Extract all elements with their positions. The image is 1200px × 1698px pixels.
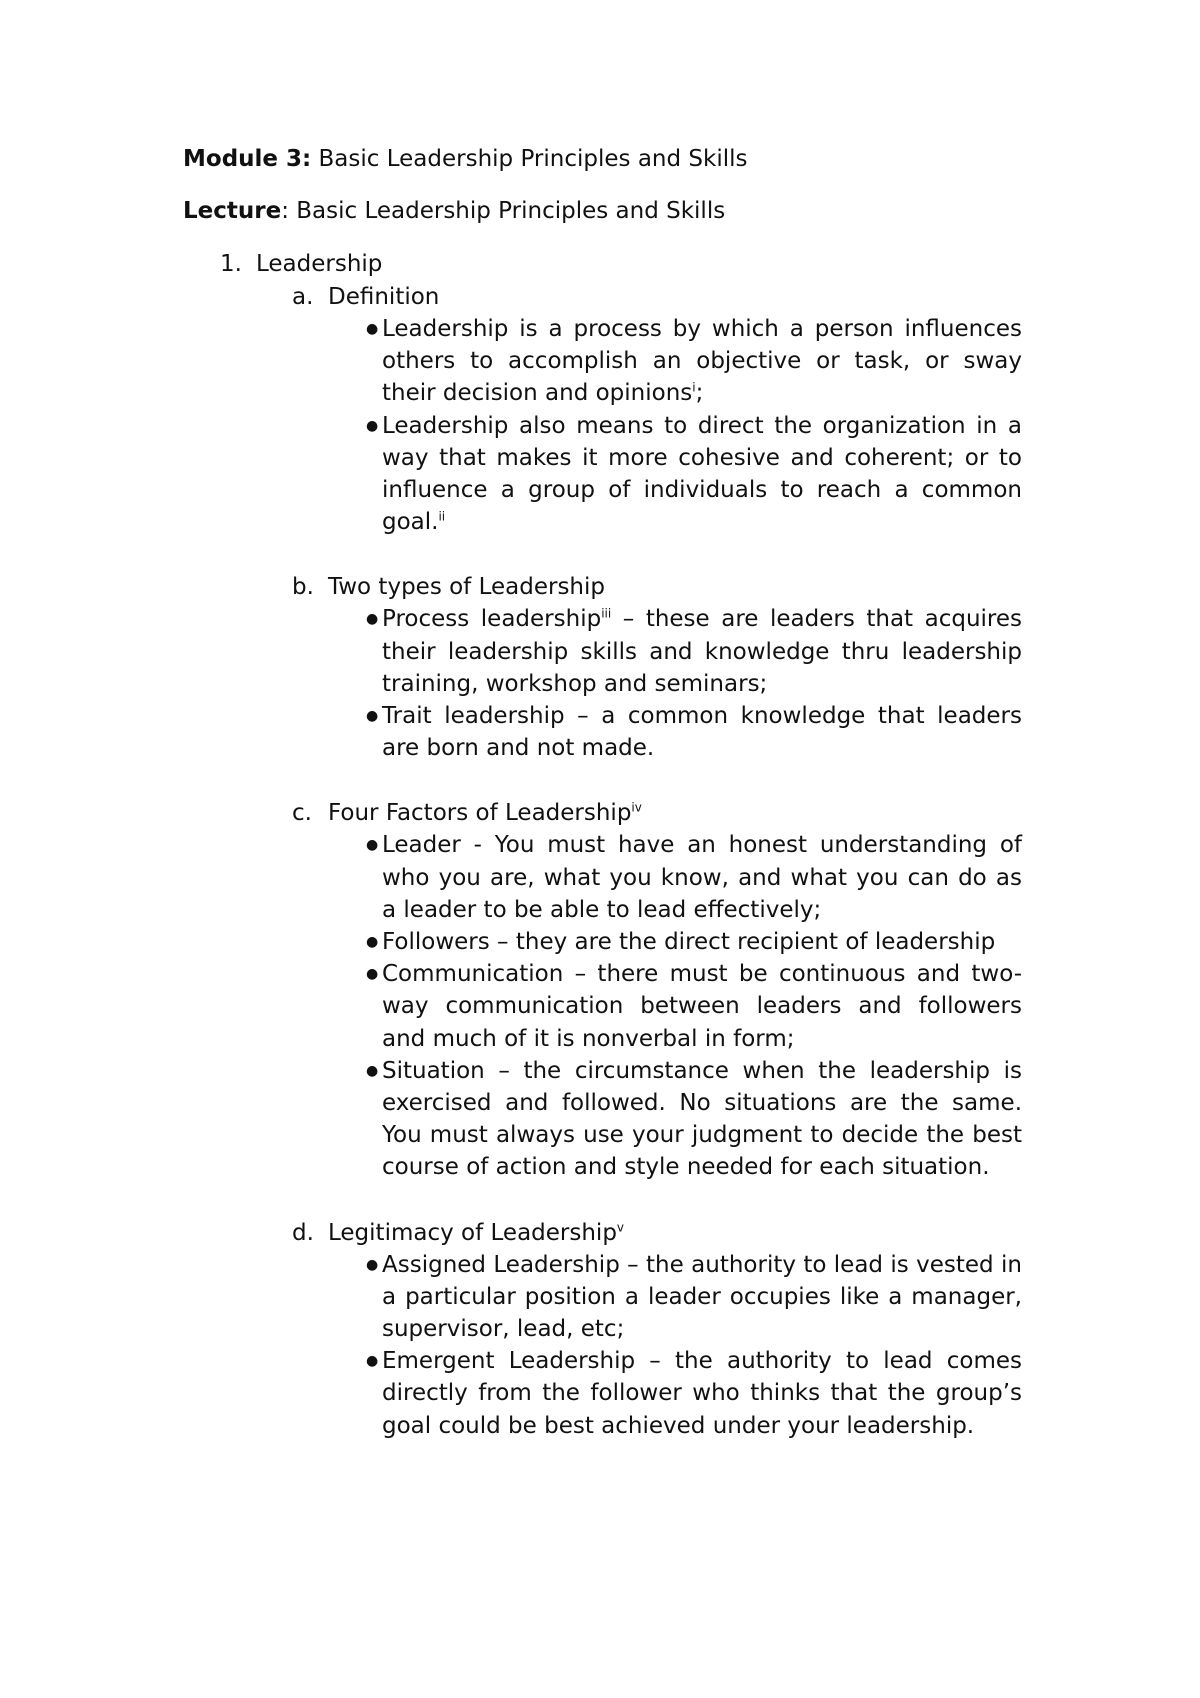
lecture-title: : Basic Leadership Principles and Skills xyxy=(281,198,726,224)
bullet-icon: ● xyxy=(366,321,379,337)
subsection-heading xyxy=(292,1217,1022,1249)
subsection-letter: a. xyxy=(292,284,314,310)
bullet-icon: ● xyxy=(366,611,379,628)
endnote-ref: iv xyxy=(631,800,642,815)
endnote-ref: i xyxy=(692,380,696,395)
list-item xyxy=(364,926,1022,958)
bullet-icon: ● xyxy=(366,1256,379,1273)
list-item-text-tail: ; xyxy=(695,380,704,407)
lecture-heading xyxy=(183,195,725,227)
subsection xyxy=(292,1217,1022,1442)
subsection-letter: d. xyxy=(292,1219,314,1246)
bullet-list xyxy=(292,1249,1022,1442)
list-item-text: Emergent Leadership – the authority to lead comes directly from the follower who thinks that the group’s goal could be best achieved under your leadership. xyxy=(382,1348,1022,1439)
list-item xyxy=(364,410,1022,539)
subsection-letter: c. xyxy=(292,800,312,827)
bullet-icon: ● xyxy=(366,417,379,434)
list-item xyxy=(364,603,1022,700)
list-item xyxy=(364,1249,1022,1346)
list-item-text: Assigned Leadership – the authority to lead is vested in a particular position a leader occupies like a manager, supervisor, lead, etc; xyxy=(382,1251,1022,1343)
subsection-list xyxy=(292,281,1022,1475)
list-item xyxy=(364,958,1022,1055)
bullet-icon: ● xyxy=(366,1062,379,1079)
section-title: Leadership xyxy=(256,251,383,277)
endnote-ref: iii xyxy=(601,606,612,621)
subsection-title: Legitimacy of Leadership xyxy=(328,1219,617,1246)
list-item xyxy=(364,700,1022,764)
section-number: 1. xyxy=(220,251,242,277)
subsection-title: Four Factors of Leadership xyxy=(328,800,632,827)
subsection-heading xyxy=(292,797,1022,829)
subsection xyxy=(292,571,1022,764)
list-item-text: Communication – there must be continuous and two-way communication between leaders and followers and much of it is nonverbal in form; xyxy=(382,961,1022,1052)
list-item-text: Followers – they are the direct recipient of leadership xyxy=(382,929,996,956)
module-label: Module 3: xyxy=(183,146,312,172)
bullet-icon: ● xyxy=(366,934,379,951)
subsection xyxy=(292,281,1022,538)
list-item xyxy=(364,829,1022,926)
list-item-text: Leadership is a process by which a person influences others to accomplish an objective or task, or sway their decision and opinions xyxy=(382,316,1022,407)
subsection-heading xyxy=(292,281,1022,313)
list-item xyxy=(364,1345,1022,1442)
bullet-icon: ● xyxy=(366,837,379,854)
endnote-ref: v xyxy=(616,1220,625,1235)
subsection-heading xyxy=(292,571,1022,603)
section-heading xyxy=(220,248,382,280)
endnote-ref: ii xyxy=(438,509,446,524)
bullet-icon: ● xyxy=(366,966,379,983)
bullet-list xyxy=(292,829,1022,1183)
module-title: Basic Leadership Principles and Skills xyxy=(318,146,748,172)
subsection-title: Definition xyxy=(328,284,440,310)
bullet-list xyxy=(292,603,1022,764)
list-item-text: Situation – the circumstance when the leadership is exercised and followed. No situations are the same. You must always use your judgment to decide the best course of action and style needed for each situation. xyxy=(382,1057,1022,1181)
bullet-icon: ● xyxy=(366,708,379,725)
module-heading xyxy=(183,143,747,175)
bullet-icon: ● xyxy=(366,1353,379,1370)
list-item-text: Process leadership xyxy=(382,606,602,633)
subsection-letter: b. xyxy=(292,574,314,601)
lecture-label: Lecture xyxy=(183,198,282,224)
list-item-text-tail: – these are leaders that acquires their leadership skills and knowledge thru leadership training, workshop and seminars; xyxy=(382,606,1023,697)
bullet-list xyxy=(292,313,1022,538)
list-item-text: Trait leadership – a common knowledge that leaders are born and not made. xyxy=(382,703,1022,762)
list-item xyxy=(364,313,1022,410)
subsection-title: Two types of Leadership xyxy=(328,574,605,601)
list-item xyxy=(364,1055,1022,1184)
list-item-text: Leadership also means to direct the organization in a way that makes it more cohesive and coherent; or to influence a group of individuals to reach a common goal. xyxy=(382,412,1022,536)
subsection xyxy=(292,797,1022,1183)
list-item-text: Leader - You must have an honest understanding of who you are, what you know, and what you can do as a leader to be able to lead effectively; xyxy=(382,832,1022,923)
